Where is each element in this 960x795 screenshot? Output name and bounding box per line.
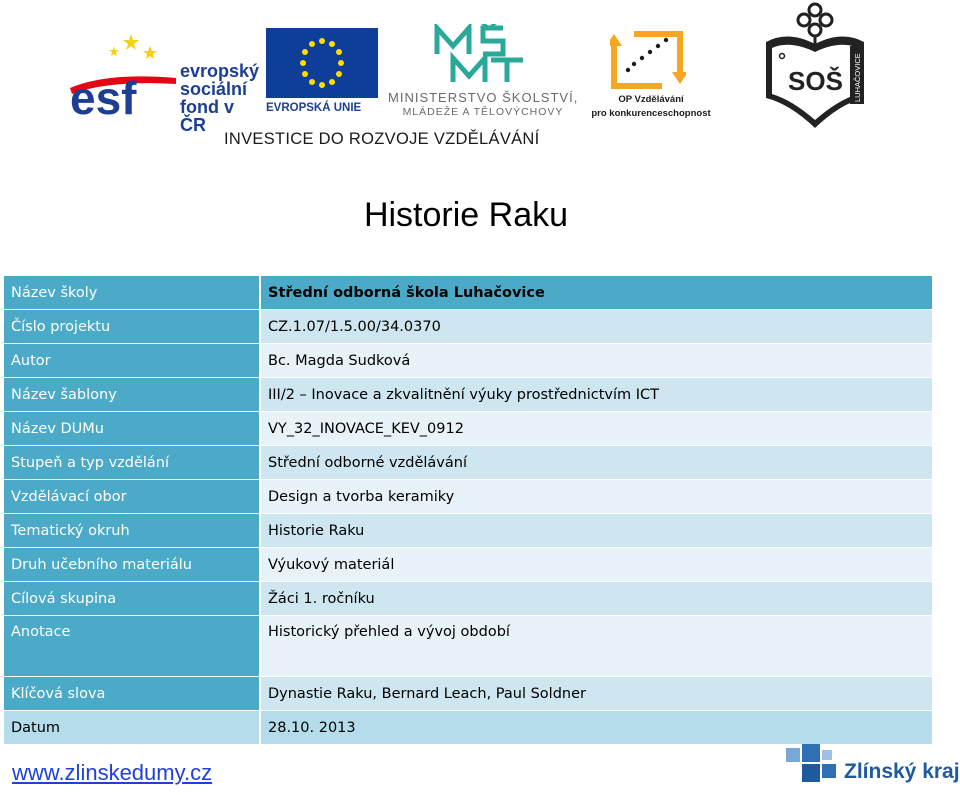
- kraj-name: Zlínský kraj: [844, 760, 960, 783]
- investice-tagline: INVESTICE DO ROZVOJE VZDĚLÁVÁNÍ: [224, 130, 540, 148]
- table-row: [4, 412, 932, 446]
- sos-shield-icon: [760, 0, 870, 132]
- esf-line-3: fond v ČR: [180, 97, 234, 135]
- row-value: VY_32_INOVACE_KEV_0912: [260, 412, 932, 446]
- esf-logo: [66, 26, 260, 135]
- table-row: [4, 378, 932, 412]
- table-row: [4, 514, 932, 548]
- row-key: Stupeň a typ vzdělání: [4, 446, 260, 480]
- esf-line-1: evropský: [180, 61, 260, 81]
- row-key: Klíčová slova: [4, 677, 260, 711]
- table-row: [4, 344, 932, 378]
- eu-flag-icon: [266, 28, 378, 98]
- row-key: Název DUMu: [4, 412, 260, 446]
- table-row: [4, 446, 932, 480]
- row-key: Vzdělávací obor: [4, 480, 260, 514]
- msmt-line-2: MLÁDEŽE A TĚLOVÝCHOVY: [402, 106, 564, 118]
- row-value: Výukový materiál: [260, 548, 932, 582]
- row-key: Druh učebního materiálu: [4, 548, 260, 582]
- eu-logo: [266, 28, 378, 118]
- row-value: Střední odborné vzdělávání: [260, 446, 932, 480]
- op-logo: [588, 28, 714, 120]
- table-row: [4, 582, 932, 616]
- row-value: Střední odborná škola Luhačovice: [260, 276, 932, 310]
- esf-mark-icon: [68, 28, 178, 116]
- row-key: Cílová skupina: [4, 582, 260, 616]
- row-value: Bc. Magda Sudková: [260, 344, 932, 378]
- zlinsky-kraj-logo: [786, 744, 960, 790]
- esf-line-2: sociální: [180, 79, 248, 99]
- row-key: Datum: [4, 711, 260, 745]
- msmt-logo: [388, 24, 578, 119]
- table-row: [4, 616, 932, 677]
- row-value: CZ.1.07/1.5.00/34.0370: [260, 310, 932, 344]
- row-value: Design a tvorba keramiky: [260, 480, 932, 514]
- row-value: 28.10. 2013: [260, 711, 932, 745]
- table-row: [4, 711, 932, 745]
- kraj-squares-icon: [786, 744, 842, 790]
- eu-caption: EVROPSKÁ UNIE: [266, 102, 362, 114]
- svg-text:esf: esf: [70, 72, 137, 116]
- op-line-1: OP Vzdělávání: [618, 94, 684, 105]
- sos-name: SOŠ: [788, 66, 843, 96]
- row-value: Žáci 1. ročníku: [260, 582, 932, 616]
- row-value: Historický přehled a vývoj období: [260, 616, 932, 677]
- op-line-2: pro konkurenceschopnost: [591, 108, 711, 119]
- row-value: Dynastie Raku, Bernard Leach, Paul Soldner: [260, 677, 932, 711]
- page-title: Historie Raku: [363, 196, 569, 234]
- row-value: Historie Raku: [260, 514, 932, 548]
- table-row: [4, 310, 932, 344]
- info-table: [4, 276, 932, 745]
- msmt-mark-icon: [433, 24, 527, 86]
- row-key: Tematický okruh: [4, 514, 260, 548]
- table-row: [4, 548, 932, 582]
- row-key: Název školy: [4, 276, 260, 310]
- table-row: [4, 677, 932, 711]
- website-link[interactable]: www.zlinskedumy.cz: [12, 760, 213, 785]
- logo-strip: [0, 0, 960, 160]
- sos-place: LUHAČOVICE: [853, 53, 862, 102]
- row-value: III/2 – Inovace a zkvalitnění výuky prostřednictvím ICT: [260, 378, 932, 412]
- row-key: Název šablony: [4, 378, 260, 412]
- msmt-line-1: MINISTERSTVO ŠKOLSTVÍ,: [388, 90, 579, 105]
- table-row: [4, 480, 932, 514]
- row-key: Anotace: [4, 616, 260, 677]
- sos-logo: [760, 0, 870, 132]
- table-row: [4, 276, 932, 310]
- row-key: Autor: [4, 344, 260, 378]
- row-key: Číslo projektu: [4, 310, 260, 344]
- op-mark-icon: [610, 28, 686, 90]
